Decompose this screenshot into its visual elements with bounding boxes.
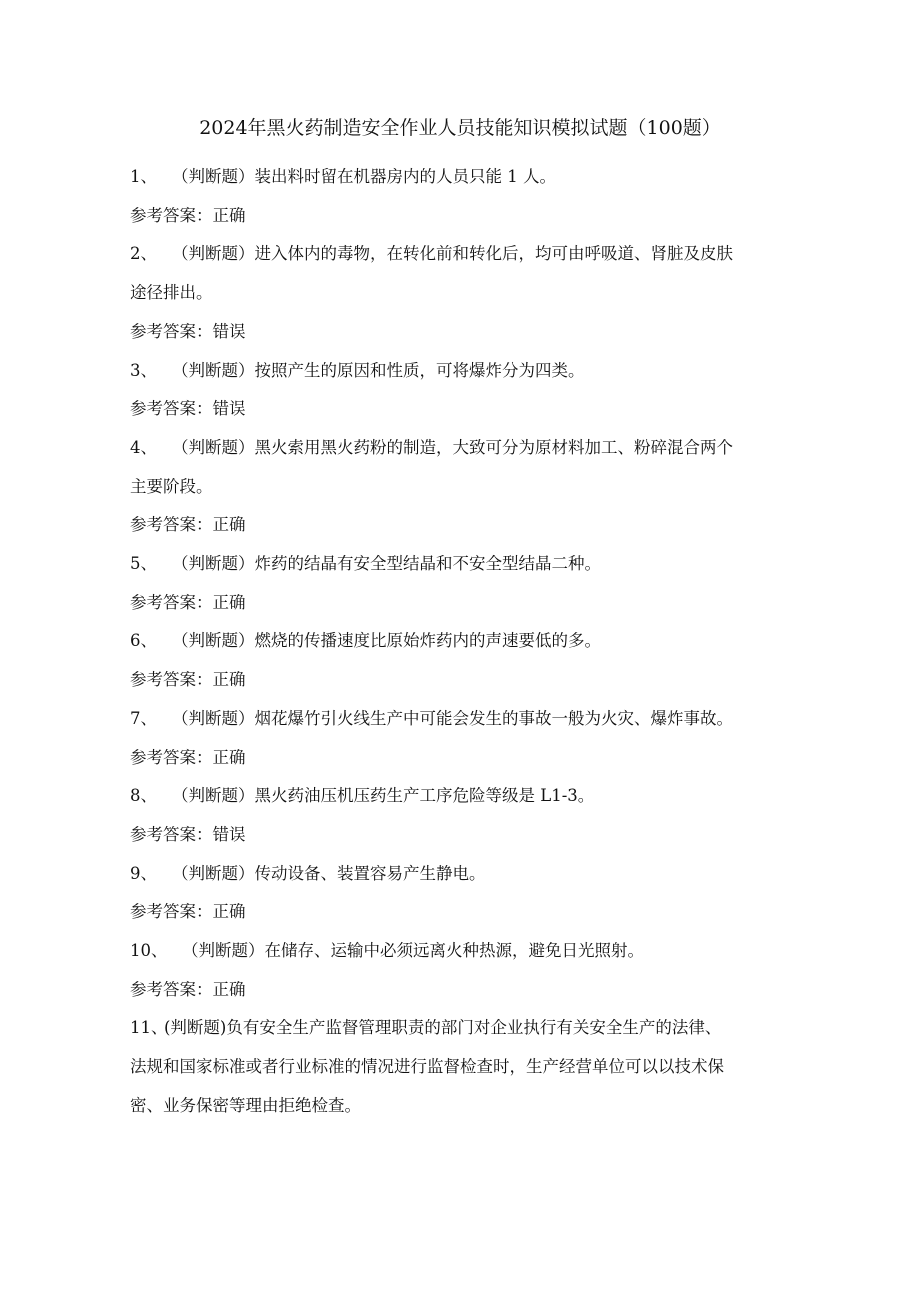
question-text: 法规和国家标准或者行业标准的情况进行监督检查时，生产经营单位可以以技术保: [130, 1057, 724, 1077]
answer-line: [130, 506, 790, 544]
answer-label: 参考答案：: [130, 979, 213, 999]
question-type: （判断题）: [172, 786, 255, 806]
question-text: 主要阶段。: [130, 476, 213, 496]
question-type: （判断题）: [172, 360, 255, 380]
question-text: 黑火索用黑火药粉的制造，大致可分为原材料加工、粉碎混合两个: [254, 437, 733, 457]
question-line: [130, 158, 790, 196]
document-title: 2024年黑火药制造安全作业人员技能知识模拟试题（100题）: [199, 117, 721, 139]
question-text: 负有安全生产监督管理职责的部门对企业执行有关安全生产的法律、: [226, 1018, 722, 1038]
answer-line: [130, 313, 790, 351]
answer-value: 正确: [212, 205, 246, 225]
question-number: 6、: [130, 631, 157, 651]
answer-value: 正确: [212, 670, 246, 690]
answer-label: 参考答案：: [130, 902, 213, 922]
question-text: 途径排出。: [130, 283, 213, 303]
answer-line: [130, 971, 790, 1009]
question-continuation: [130, 468, 790, 506]
question-type: (判断题): [164, 1018, 227, 1038]
question-line: [130, 1009, 790, 1047]
question-text: 按照产生的原因和性质，可将爆炸分为四类。: [254, 360, 585, 380]
answer-label: 参考答案：: [130, 592, 213, 612]
answer-label: 参考答案：: [130, 205, 213, 225]
question-line: [130, 932, 790, 970]
question-line: [130, 352, 790, 390]
question-number: 4、: [130, 437, 157, 457]
answer-value: 正确: [212, 592, 246, 612]
answer-label: 参考答案：: [130, 515, 213, 535]
answer-value: 错误: [212, 399, 246, 419]
answer-value: 正确: [212, 979, 246, 999]
question-number: 3、: [130, 360, 157, 380]
question-text: 装出料时留在机器房内的人员只能 1 人。: [254, 167, 556, 186]
answer-line: [130, 893, 790, 931]
question-line: [130, 545, 790, 583]
question-text: 传动设备、装置容易产生静电。: [254, 863, 486, 883]
question-number: 10、: [130, 941, 168, 960]
answer-value: 错误: [212, 824, 246, 844]
question-type: （判断题）: [172, 244, 255, 264]
question-number: 1、: [130, 167, 157, 186]
question-continuation: [130, 274, 790, 312]
question-number: 8、: [130, 786, 157, 806]
question-text: 在储存、运输中必须远离火种热源，避免日光照射。: [264, 941, 644, 960]
question-type: （判断题）: [172, 554, 255, 573]
question-text: 燃烧的传播速度比原始炸药内的声速要低的多。: [254, 631, 601, 651]
answer-label: 参考答案：: [130, 399, 213, 419]
answer-value: 正确: [212, 515, 246, 535]
question-number: 9、: [130, 863, 157, 883]
answer-value: 正确: [212, 747, 246, 767]
answer-line: [130, 661, 790, 699]
question-continuation: [130, 1087, 790, 1125]
question-text: 黑火药油压机压药生产工序危险等级是 L1-3。: [254, 786, 595, 806]
answer-line: [130, 584, 790, 622]
question-continuation: [130, 1048, 790, 1086]
answer-value: 正确: [212, 902, 246, 922]
answer-label: 参考答案：: [130, 670, 213, 690]
question-text: 密、业务保密等理由拒绝检查。: [130, 1095, 361, 1115]
question-type: （判断题）: [172, 631, 255, 651]
answer-label: 参考答案：: [130, 824, 213, 844]
question-line: [130, 700, 790, 738]
answer-line: [130, 197, 790, 235]
question-text: 烟花爆竹引火线生产中可能会发生的事故一般为火灾、爆炸事故。: [254, 708, 733, 728]
question-type: （判断题）: [182, 941, 265, 960]
question-type: （判断题）: [172, 863, 255, 883]
question-type: （判断题）: [172, 167, 255, 186]
answer-line: [130, 390, 790, 428]
question-type: （判断题）: [172, 708, 255, 728]
question-number: 5、: [130, 554, 157, 573]
question-text: 炸药的结晶有安全型结晶和不安全型结晶二种。: [254, 554, 601, 573]
question-line: [130, 429, 790, 467]
question-line: [130, 622, 790, 660]
question-number: 2、: [130, 244, 157, 264]
question-line: [130, 777, 790, 815]
answer-label: 参考答案：: [130, 747, 213, 767]
answer-label: 参考答案：: [130, 321, 213, 341]
question-line: [130, 235, 790, 273]
question-line: [130, 855, 790, 893]
question-type: （判断题）: [172, 437, 255, 457]
question-text: 进入体内的毒物，在转化前和转化后，均可由呼吸道、肾脏及皮肤: [254, 244, 733, 264]
answer-value: 错误: [212, 321, 246, 341]
question-number: 11、: [130, 1018, 168, 1038]
question-number: 7、: [130, 708, 157, 728]
answer-line: [130, 739, 790, 777]
answer-line: [130, 816, 790, 854]
